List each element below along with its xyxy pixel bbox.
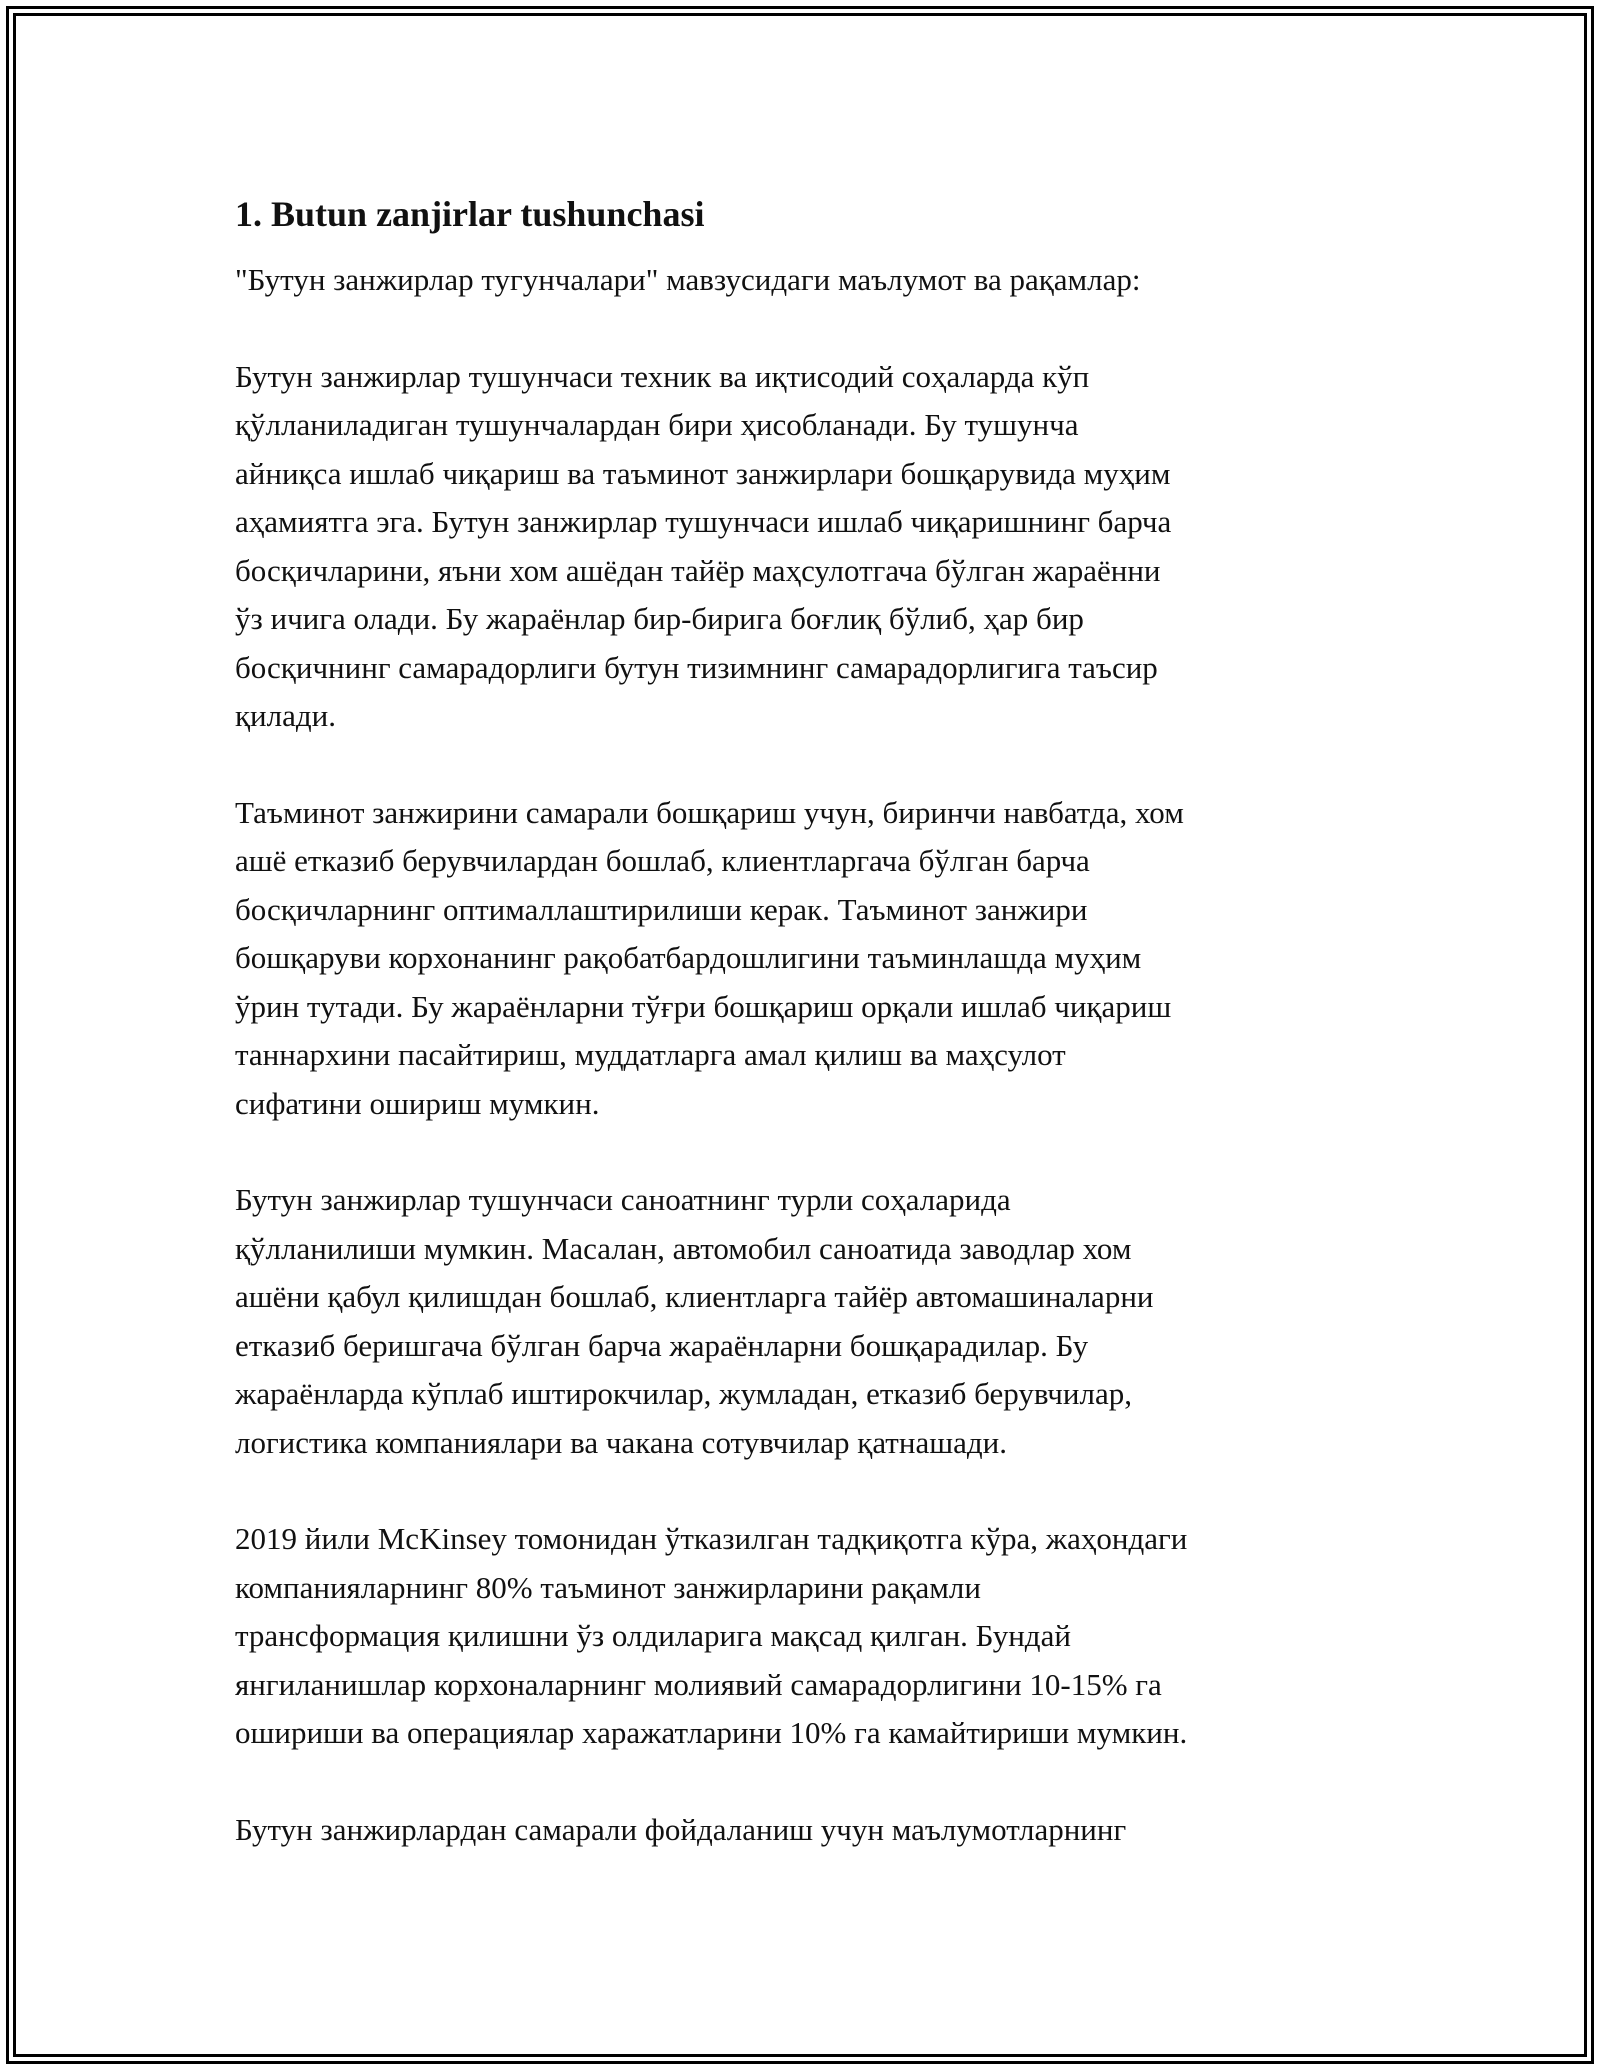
paragraph-mckinsey: 2019 йили McKinsey томонидан ўтказилган тадқиқотга кўра, жаҳондаги компанияларнинг 80% таъминот занжирларини рақамли трансформация қилишни ўз олдиларига мақсад қилган. Бундай янгиланишлар корхоналарнинг молиявий самарадорлигини 10-15% га ошириши ва операциялар харажатларини 10% га камайтириши мумкин. [235, 1521, 1188, 1750]
page-title: 1. Butun zanjirlar tushunchasi [235, 194, 705, 234]
document-body [235, 186, 1385, 1902]
paragraph-closing: Бутун занжирлардан самарали фойдаланиш учун маълумотларнинг [235, 1811, 1127, 1847]
paragraph-concept: Бутун занжирлар тушунчаси техник ва иқтисодий соҳаларда кўп қўлланиладиган тушунчалардан бири ҳисобланади. Бу тушунча айниқса ишлаб чиқариш ва таъминот занжирлари бошқарувида муҳим аҳамиятга эга. Бутун занжирлар тушунчаси ишлаб чиқаришнинг барча босқичларини, яъни хом ашёдан тайёр маҳсулотгача бўлган жараённи ўз ичига олади. Бу жараёнлар бир-бирига боғлиқ бўлиб, ҳар бир босқичнинг самарадорлиги бутун тизимнинг самарадорлигига таъсир қилади. [235, 358, 1172, 733]
paragraph-intro: "Бутун занжирлар тугунчалари" мавзусидаги маълумот ва рақамлар: [235, 262, 1141, 297]
paragraph-supply-chain: Таъминот занжирини самарали бошқариш учун, биринчи навбатда, хом ашё етказиб берувчилардан бошлаб, клиентларгача бўлган барча босқичларнинг оптималлаштирилиши керак. Таъминот занжири бошқаруви корхонанинг рақобатбардошлигини таъминлашда муҳим ўрин тутади. Бу жараёнларни тўғри бошқариш орқали ишлаб чиқариш таннархини пасайтириш, муддатларга амал қилиш ва маҳсулот сифатини ошириш мумкин. [235, 794, 1184, 1121]
paragraph-industry: Бутун занжирлар тушунчаси саноатнинг турли соҳаларида қўлланилиши мумкин. Масалан, автомобил саноатида заводлар хом ашёни қабул қилишдан бошлаб, клиентларга тайёр автомашиналарни етказиб беришгача бўлган барча жараёнларни бошқарадилар. Бу жараёнларда кўплаб иштирокчилар, жумладан, етказиб берувчилар, логистика компаниялари ва чакана сотувчилар қатнашади. [235, 1182, 1154, 1460]
